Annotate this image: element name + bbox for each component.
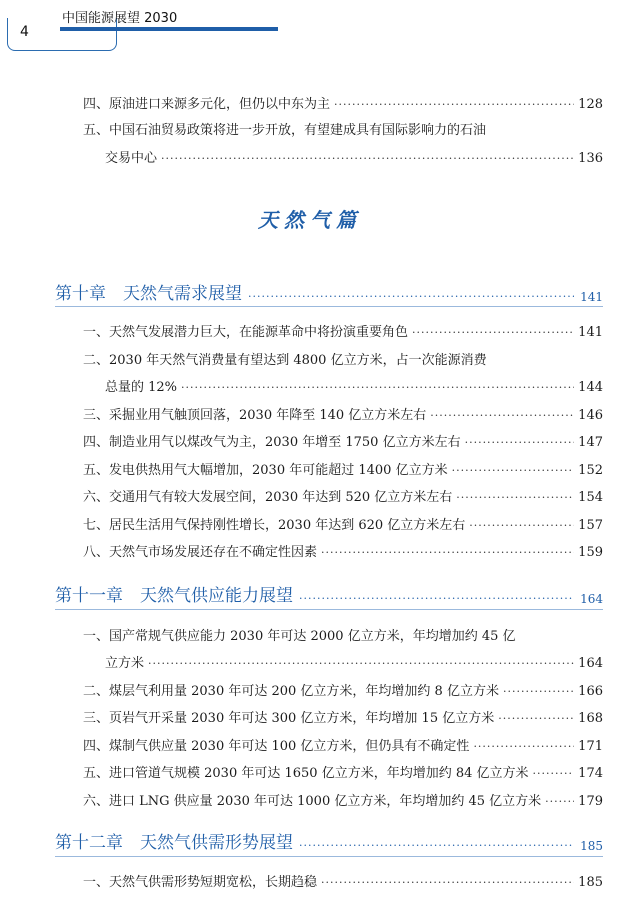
toc-entry[interactable]: 四、制造业用气以煤改气为主，2030 年增至 1750 亿立方米左右 ····· 147 — [83, 430, 603, 450]
toc-entry-continuation[interactable]: 交易中心 ····· 136 — [105, 146, 603, 166]
chapter-heading[interactable]: 第十二章 天然气供需形势展望 ····· 185 — [55, 829, 603, 853]
part-title: 天然气篇 — [258, 208, 362, 232]
toc-entry[interactable]: 一、天然气发展潜力巨大，在能源革命中将扮演重要角色 ····· 141 — [83, 320, 603, 340]
toc-entry[interactable]: 五、发电供热用气大幅增加，2030 年可能超过 1400 亿立方米 ····· 152 — [83, 458, 603, 478]
toc-entry[interactable]: 一、国产常规气供应能力 2030 年可达 2000 亿立方米，年均增加约 45 亿 — [83, 629, 516, 644]
toc-entry[interactable]: 六、交通用气有较大发展空间，2030 年达到 520 亿立方米左右 ····· 154 — [83, 485, 603, 505]
toc-entry[interactable]: 三、采掘业用气触顶回落，2030 年降至 140 亿立方米左右 ····· 146 — [83, 403, 603, 423]
toc-entry[interactable]: 六、进口 LNG 供应量 2030 年可达 1000 亿立方米，年均增加约 45 亿立方米 ····· 179 — [83, 789, 603, 809]
chapter-rule — [55, 856, 603, 857]
toc-entry[interactable]: 一、天然气供需形势短期宽松，长期趋稳 ····· 185 — [83, 870, 603, 890]
toc-entry[interactable]: 四、原油进口来源多元化，但仍以中东为主 ····· 128 — [83, 92, 603, 112]
chapter-heading[interactable]: 第十一章 天然气供应能力展望 ····· 164 — [55, 582, 603, 606]
header-book-title: 中国能源展望 2030 — [62, 11, 178, 26]
toc-entry[interactable]: 三、页岩气开采量 2030 年可达 300 亿立方米，年均增加 15 亿立方米 ····· 168 — [83, 706, 603, 726]
toc-entry-continuation[interactable]: 立方米 ····· 164 — [105, 651, 603, 671]
chapter-heading[interactable]: 第十章 天然气需求展望 ····· 141 — [55, 280, 603, 304]
toc-entry[interactable]: 八、天然气市场发展还存在不确定性因素 ····· 159 — [83, 540, 603, 560]
chapter-rule — [55, 306, 603, 307]
toc-entry-continuation[interactable]: 总量的 12% ····· 144 — [105, 375, 603, 395]
toc-entry[interactable]: 二、2030 年天然气消费量有望达到 4800 亿立方米，占一次能源消费 — [83, 353, 487, 368]
toc-entry[interactable]: 五、中国石油贸易政策将进一步开放，有望建成具有国际影响力的石油 — [83, 123, 487, 138]
toc-entry[interactable]: 七、居民生活用气保持刚性增长，2030 年达到 620 亿立方米左右 ····· 157 — [83, 513, 603, 533]
toc-entry[interactable]: 二、煤层气利用量 2030 年可达 200 亿立方米，年均增加约 8 亿立方米 ····· 166 — [83, 679, 603, 699]
toc-entry[interactable]: 五、进口管道气规模 2030 年可达 1650 亿立方米，年均增加约 84 亿立方米 ····· 174 — [83, 761, 603, 781]
toc-entry[interactable]: 四、煤制气供应量 2030 年可达 100 亿立方米，但仍具有不确定性 ····· 171 — [83, 734, 603, 754]
header-page-number: 4 — [20, 24, 29, 40]
chapter-rule — [55, 609, 603, 610]
header-rule — [60, 27, 278, 31]
